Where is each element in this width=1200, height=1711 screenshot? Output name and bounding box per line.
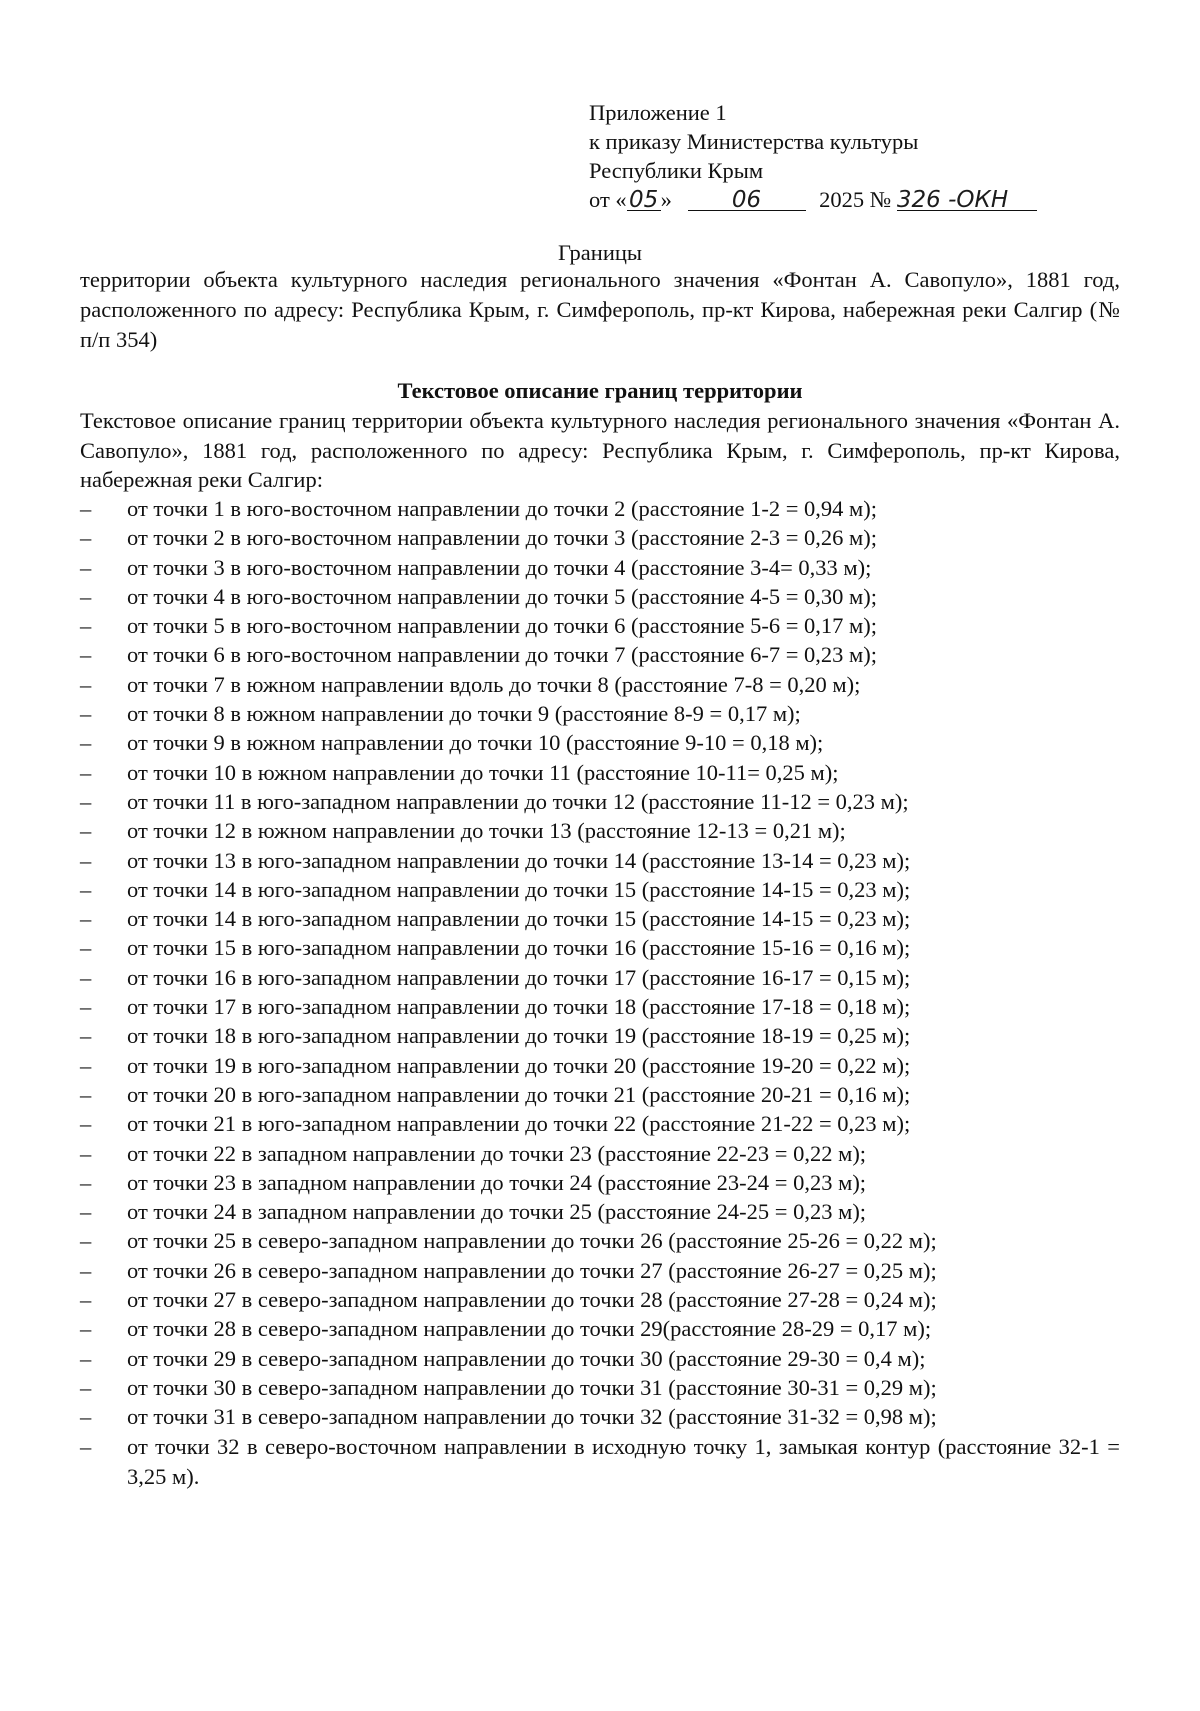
list-item-text: от точки 12 в южном направлении до точки 13 (расстояние 12-13 = 0,21 м); [127, 818, 846, 844]
section-heading: Текстовое описание границ территории [397, 378, 803, 403]
dash-bullet: – [80, 1199, 92, 1225]
list-item [80, 1080, 1120, 1109]
list-item [80, 1285, 1120, 1314]
date-day-close: » [660, 187, 672, 212]
list-item [80, 1226, 1120, 1255]
order-date-line [589, 185, 1037, 214]
list-item-text: от точки 17 в юго-западном направлении до точки 18 (расстояние 17-18 = 0,18 м); [127, 994, 911, 1020]
list-item-text: от точки 23 в западном направлении до точки 24 (расстояние 23-24 = 0,23 м); [127, 1169, 867, 1195]
list-item-text: от точки 27 в северо-западном направлении до точки 28 (расстояние 27-28 = 0,24 м); [127, 1287, 937, 1313]
dash-bullet: – [80, 964, 92, 990]
list-item [80, 1432, 1120, 1492]
dash-bullet: – [80, 1169, 92, 1195]
list-item [80, 992, 1120, 1021]
appendix-line-2: к приказу Министерства культуры [589, 129, 919, 154]
list-item [80, 494, 1120, 523]
list-item-text: от точки 14 в юго-западном направлении до точки 15 (расстояние 14-15 = 0,23 м); [127, 906, 911, 932]
appendix-header [589, 98, 1037, 214]
dash-bullet: – [80, 1316, 92, 1342]
list-item-text: от точки 13 в юго-западном направлении до точки 14 (расстояние 13-14 = 0,23 м); [127, 847, 911, 873]
dash-bullet: – [80, 876, 92, 902]
list-item-text: от точки 4 в юго-восточном направлении до точки 5 (расстояние 4-5 = 0,30 м); [127, 583, 878, 609]
list-item-text: от точки 31 в северо-западном направлении до точки 32 (расстояние 31-32 = 0,98 м); [127, 1404, 937, 1430]
list-item [80, 758, 1120, 787]
list-item-text: от точки 30 в северо-западном направлении до точки 31 (расстояние 30-31 = 0,29 м); [127, 1374, 937, 1400]
dash-bullet: – [80, 583, 92, 609]
dash-bullet: – [80, 496, 92, 521]
dash-bullet: – [80, 1404, 92, 1430]
list-item-text: от точки 3 в юго-восточном направлении до точки 4 (расстояние 3-4= 0,33 м); [127, 554, 872, 580]
date-day: 05 [627, 186, 661, 211]
dash-bullet: – [80, 1140, 92, 1166]
list-item-text: от точки 6 в юго-восточном направлении до точки 7 (расстояние 6-7 = 0,23 м); [127, 642, 878, 668]
list-item [80, 1314, 1120, 1343]
dash-bullet: – [80, 701, 92, 727]
date-month: 06 [688, 186, 806, 211]
list-item [80, 963, 1120, 992]
dash-bullet: – [80, 554, 92, 580]
list-item [80, 1051, 1120, 1080]
list-item [80, 640, 1120, 669]
list-item-text: от точки 25 в северо-западном направлении до точки 26 (расстояние 25-26 = 0,22 м); [127, 1228, 937, 1254]
list-item-text: от точки 5 в юго-восточном направлении до точки 6 (расстояние 5-6 = 0,17 м); [127, 613, 878, 639]
document-title: Границы [557, 240, 643, 265]
dash-bullet: – [80, 759, 92, 785]
list-item [80, 1168, 1120, 1197]
dash-bullet: – [80, 1081, 92, 1107]
dash-bullet: – [80, 671, 92, 697]
dash-bullet: – [80, 1111, 92, 1137]
appendix-line-1: Приложение 1 [589, 100, 727, 125]
list-item [80, 699, 1120, 728]
dash-bullet: – [80, 818, 92, 844]
dash-bullet: – [80, 1374, 92, 1400]
list-item [80, 1139, 1120, 1168]
list-item [80, 1109, 1120, 1138]
list-item [80, 553, 1120, 582]
list-item-text: от точки 1 в юго-восточном направлении до точки 2 (расстояние 1-2 = 0,94 м); [127, 496, 878, 521]
list-item-text: от точки 20 в юго-западном направлении до точки 21 (расстояние 20-21 = 0,16 м); [127, 1081, 911, 1107]
list-item [80, 582, 1120, 611]
list-item-text: от точки 18 в юго-западном направлении до точки 19 (расстояние 18-19 = 0,25 м); [127, 1023, 911, 1049]
list-item [80, 728, 1120, 757]
list-item-text: от точки 14 в юго-западном направлении до точки 15 (расстояние 14-15 = 0,23 м); [127, 876, 911, 902]
list-item [80, 1197, 1120, 1226]
order-number: 326 -ОКН [897, 186, 1037, 211]
list-item-text: от точки 26 в северо-западном направлении до точки 27 (расстояние 26-27 = 0,25 м); [127, 1257, 937, 1283]
dash-bullet: – [80, 994, 92, 1020]
dash-bullet: – [80, 906, 92, 932]
dash-bullet: – [80, 642, 92, 668]
boundary-points-list [80, 494, 1120, 1492]
list-item [80, 933, 1120, 962]
list-item-text: от точки 19 в юго-западном направлении до точки 20 (расстояние 19-20 = 0,22 м); [127, 1052, 911, 1078]
list-item [80, 904, 1120, 933]
list-item-text: от точки 8 в южном направлении до точки 9 (расстояние 8-9 = 0,17 м); [127, 701, 801, 727]
dash-bullet: – [80, 730, 92, 756]
appendix-line-3: Республики Крым [589, 158, 764, 183]
list-item [80, 611, 1120, 640]
list-item [80, 875, 1120, 904]
list-item [80, 670, 1120, 699]
dash-bullet: – [80, 613, 92, 639]
list-item [80, 1344, 1120, 1373]
list-item [80, 1373, 1120, 1402]
list-item-text: от точки 22 в западном направлении до точки 23 (расстояние 22-23 = 0,22 м); [127, 1140, 867, 1166]
date-prefix: от « [589, 187, 627, 212]
list-item-text: от точки 28 в северо-западном направлении до точки 29(расстояние 28-29 = 0,17 м); [127, 1316, 932, 1342]
list-item [80, 816, 1120, 845]
list-item-text: от точки 9 в южном направлении до точки 10 (расстояние 9-10 = 0,18 м); [127, 730, 824, 756]
date-year: 2025 № [819, 187, 892, 212]
dash-bullet: – [80, 1228, 92, 1254]
list-item-text: от точки 15 в юго-западном направлении до точки 16 (расстояние 15-16 = 0,16 м); [127, 935, 911, 961]
list-item [80, 787, 1120, 816]
dash-bullet: – [80, 935, 92, 961]
dash-bullet: – [80, 525, 92, 551]
dash-bullet: – [80, 1287, 92, 1313]
dash-bullet: – [80, 1345, 92, 1371]
list-item-text: от точки 21 в юго-западном направлении до точки 22 (расстояние 21-22 = 0,23 м); [127, 1111, 911, 1137]
document-subtitle: территории объекта культурного наследия регионального значения «Фонтан А. Савопуло», 1881 год, расположенного по адресу: Республика Крым, г. Симферополь, пр-кт Кирова, набережная реки Салгир (№ п/п 354) [80, 267, 1120, 352]
list-item-text: от точки 16 в юго-западном направлении до точки 17 (расстояние 16-17 = 0,15 м); [127, 964, 911, 990]
intro-paragraph: Текстовое описание границ территории объекта культурного наследия регионального значения «Фонтан А. Савопуло», 1881 год, расположенного по адресу: Республика Крым, г. Симферополь, пр-кт Кирова, набережная реки Салгир: [80, 408, 1120, 492]
list-item-text: от точки 32 в северо-восточном направлении в исходную точку 1, замыкая контур (расстояние 32-1 = 3,25 м). [127, 1433, 1120, 1489]
dash-bullet: – [80, 788, 92, 814]
dash-bullet: – [80, 847, 92, 873]
list-item-text: от точки 2 в юго-восточном направлении до точки 3 (расстояние 2-3 = 0,26 м); [127, 525, 878, 551]
list-item-text: от точки 24 в западном направлении до точки 25 (расстояние 24-25 = 0,23 м); [127, 1199, 867, 1225]
dash-bullet: – [80, 1052, 92, 1078]
list-item-text: от точки 29 в северо-западном направлении до точки 30 (расстояние 29-30 = 0,4 м); [127, 1345, 926, 1371]
dash-bullet: – [80, 1023, 92, 1049]
list-item [80, 1256, 1120, 1285]
list-item-text: от точки 10 в южном направлении до точки 11 (расстояние 10-11= 0,25 м); [127, 759, 839, 785]
list-item-text: от точки 7 в южном направлении вдоль до точки 8 (расстояние 7-8 = 0,20 м); [127, 671, 861, 697]
list-item [80, 523, 1120, 552]
dash-bullet: – [80, 1433, 92, 1459]
list-item [80, 1402, 1120, 1431]
list-item-text: от точки 11 в юго-западном направлении до точки 12 (расстояние 11-12 = 0,23 м); [127, 788, 909, 814]
list-item [80, 846, 1120, 875]
list-item [80, 1021, 1120, 1050]
dash-bullet: – [80, 1257, 92, 1283]
